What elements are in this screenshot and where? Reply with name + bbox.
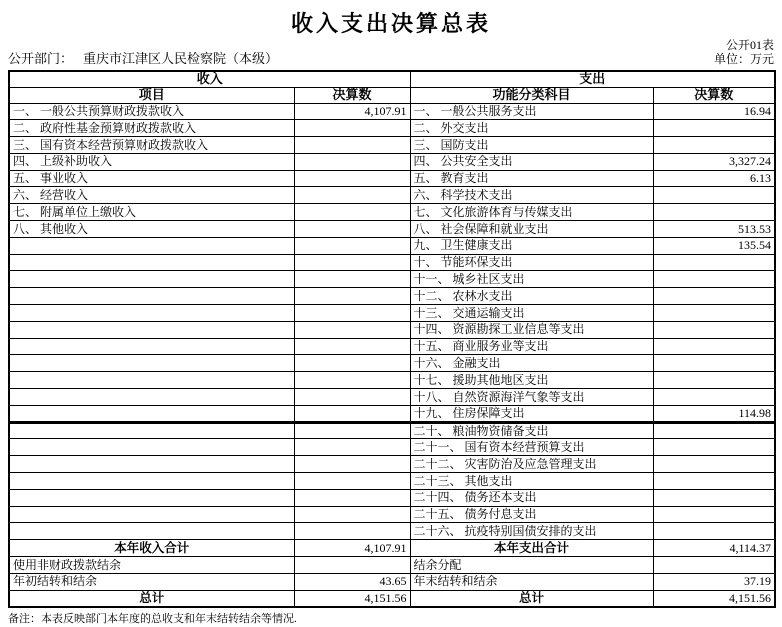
expense-item-cell: 年末结转和结余 bbox=[410, 573, 653, 590]
expense-item-cell: 结余分配 bbox=[410, 557, 653, 574]
expense-item-cell: 本年支出合计 bbox=[410, 540, 653, 557]
expense-amount-cell bbox=[653, 506, 775, 523]
income-amount-cell bbox=[294, 372, 410, 389]
income-amount-cell bbox=[294, 321, 410, 338]
income-item-cell bbox=[9, 439, 294, 456]
income-item-cell bbox=[9, 288, 294, 305]
income-item-cell bbox=[9, 305, 294, 322]
expense-amount-cell bbox=[653, 204, 775, 221]
table-row bbox=[9, 439, 775, 456]
expense-amount-cell bbox=[653, 372, 775, 389]
table-row bbox=[9, 422, 775, 439]
expense-amount-cell bbox=[653, 120, 775, 137]
expense-amount-cell: 114.98 bbox=[653, 405, 775, 422]
expense-amount-cell bbox=[653, 439, 775, 456]
income-item-cell bbox=[9, 372, 294, 389]
income-item-cell: 七、 附属单位上缴收入 bbox=[9, 204, 294, 221]
income-item-cell: 本年收入合计 bbox=[9, 540, 294, 557]
income-amount-cell bbox=[294, 221, 410, 238]
expense-item-cell: 二十三、 其他支出 bbox=[410, 473, 653, 490]
income-item-cell bbox=[9, 254, 294, 271]
table-row bbox=[9, 153, 775, 170]
expense-item-cell: 十二、 农林水支出 bbox=[410, 288, 653, 305]
expense-item-cell: 二十一、 国有资本经营预算支出 bbox=[410, 439, 653, 456]
income-amount-cell bbox=[294, 557, 410, 574]
income-item-cell: 五、 事业收入 bbox=[9, 170, 294, 187]
expense-item-cell: 一、 一般公共服务支出 bbox=[410, 103, 653, 120]
income-amount-cell bbox=[294, 389, 410, 406]
table-row bbox=[9, 305, 775, 322]
income-amount-cell bbox=[294, 439, 410, 456]
income-item-cell bbox=[9, 523, 294, 540]
income-item-cell: 八、 其他收入 bbox=[9, 221, 294, 238]
income-item-cell bbox=[9, 338, 294, 355]
expense-item-cell: 十、 节能环保支出 bbox=[410, 254, 653, 271]
income-amount-cell bbox=[294, 422, 410, 439]
expense-amount-cell bbox=[653, 523, 775, 540]
income-amount-cell bbox=[294, 523, 410, 540]
expense-item-cell: 十八、 自然资源海洋气象等支出 bbox=[410, 389, 653, 406]
income-item-cell bbox=[9, 237, 294, 254]
expense-amount-cell bbox=[653, 389, 775, 406]
expense-amount-cell bbox=[653, 321, 775, 338]
expense-item-cell: 十六、 金融支出 bbox=[410, 355, 653, 372]
expense-amount-cell: 135.54 bbox=[653, 237, 775, 254]
income-item-cell bbox=[9, 456, 294, 473]
income-amount-cell bbox=[294, 355, 410, 372]
table-row bbox=[9, 473, 775, 490]
income-item-cell bbox=[9, 271, 294, 288]
expense-amount-column-header: 决算数 bbox=[653, 87, 775, 103]
expense-item-cell: 十五、 商业服务业等支出 bbox=[410, 338, 653, 355]
table-row bbox=[9, 271, 775, 288]
expense-item-cell: 八、 社会保障和就业支出 bbox=[410, 221, 653, 238]
table-row bbox=[9, 288, 775, 305]
table-row bbox=[9, 170, 775, 187]
expense-amount-cell bbox=[653, 271, 775, 288]
expense-amount-cell bbox=[653, 422, 775, 439]
income-item-cell bbox=[9, 321, 294, 338]
table-row bbox=[9, 137, 775, 154]
expense-amount-cell bbox=[653, 288, 775, 305]
table-row bbox=[9, 321, 775, 338]
table-row bbox=[9, 456, 775, 473]
expense-amount-cell bbox=[653, 557, 775, 574]
income-amount-cell bbox=[294, 237, 410, 254]
expense-amount-cell: 4,114.37 bbox=[653, 540, 775, 557]
expense-item-cell: 九、 卫生健康支出 bbox=[410, 237, 653, 254]
expense-amount-cell: 4,151.56 bbox=[653, 590, 775, 607]
table-row bbox=[9, 540, 775, 557]
department-line bbox=[8, 51, 278, 66]
income-item-cell bbox=[9, 422, 294, 439]
income-amount-cell bbox=[294, 305, 410, 322]
income-amount-cell: 4,107.91 bbox=[294, 103, 410, 120]
table-row bbox=[9, 355, 775, 372]
income-amount-cell bbox=[294, 506, 410, 523]
expense-item-cell: 二、 外交支出 bbox=[410, 120, 653, 137]
expense-item-cell: 六、 科学技术支出 bbox=[410, 187, 653, 204]
income-item-cell bbox=[9, 506, 294, 523]
income-amount-cell bbox=[294, 271, 410, 288]
table-row bbox=[9, 590, 775, 607]
expense-item-cell: 十一、 城乡社区支出 bbox=[410, 271, 653, 288]
table-row bbox=[9, 372, 775, 389]
expense-item-cell: 七、 文化旅游体育与传媒支出 bbox=[410, 204, 653, 221]
income-section-header: 收入 bbox=[9, 71, 410, 87]
table-code-label: 公开01表 bbox=[725, 38, 774, 52]
expense-amount-cell: 513.53 bbox=[653, 221, 775, 238]
footnote: 备注：本表反映部门本年度的总收支和年末结转结余等情况. bbox=[8, 613, 297, 625]
expense-section-header: 支出 bbox=[410, 71, 775, 87]
income-amount-cell bbox=[294, 137, 410, 154]
income-amount-cell bbox=[294, 338, 410, 355]
income-item-cell: 四、 上级补助收入 bbox=[9, 153, 294, 170]
expense-item-cell: 四、 公共安全支出 bbox=[410, 153, 653, 170]
unit-label: 单位：万元 bbox=[713, 52, 774, 66]
expense-item-cell: 二十六、 抗疫特别国债安排的支出 bbox=[410, 523, 653, 540]
department-name: 重庆市江津区人民检察院（本级） bbox=[83, 51, 279, 66]
expense-amount-cell bbox=[653, 355, 775, 372]
income-item-cell: 三、 国有资本经营预算财政拨款收入 bbox=[9, 137, 294, 154]
income-amount-cell bbox=[294, 456, 410, 473]
income-amount-cell bbox=[294, 254, 410, 271]
table-row bbox=[9, 405, 775, 422]
expense-amount-cell bbox=[653, 254, 775, 271]
table-row bbox=[9, 120, 775, 137]
income-item-cell: 总计 bbox=[9, 590, 294, 607]
expense-item-cell: 十九、 住房保障支出 bbox=[410, 405, 653, 422]
expense-amount-cell: 37.19 bbox=[653, 573, 775, 590]
table-row bbox=[9, 506, 775, 523]
page-title: 收入支出决算总表 bbox=[290, 11, 491, 36]
income-item-cell bbox=[9, 405, 294, 422]
table-row bbox=[9, 557, 775, 574]
expense-amount-cell bbox=[653, 187, 775, 204]
expense-amount-cell bbox=[653, 137, 775, 154]
expense-item-cell: 三、 国防支出 bbox=[410, 137, 653, 154]
expense-amount-cell: 3,327.24 bbox=[653, 153, 775, 170]
expense-item-cell: 总计 bbox=[410, 590, 653, 607]
table-row bbox=[9, 221, 775, 238]
income-item-cell: 六、 经营收入 bbox=[9, 187, 294, 204]
table-row bbox=[9, 103, 775, 120]
expense-amount-cell bbox=[653, 473, 775, 490]
expense-item-cell: 十四、 资源勘探工业信息等支出 bbox=[410, 321, 653, 338]
income-amount-cell bbox=[294, 187, 410, 204]
table-row bbox=[9, 204, 775, 221]
expense-amount-cell bbox=[653, 338, 775, 355]
expense-item-cell: 二十二、 灾害防治及应急管理支出 bbox=[410, 456, 653, 473]
table-body bbox=[9, 103, 775, 607]
expense-amount-cell: 6.13 bbox=[653, 170, 775, 187]
expense-item-cell: 二十、 粮油物资储备支出 bbox=[410, 422, 653, 439]
table-row bbox=[9, 338, 775, 355]
expense-item-cell: 二十五、 债务付息支出 bbox=[410, 506, 653, 523]
income-amount-cell bbox=[294, 489, 410, 506]
income-amount-cell bbox=[294, 473, 410, 490]
income-amount-cell: 43.65 bbox=[294, 573, 410, 590]
income-item-cell: 一、 一般公共预算财政拨款收入 bbox=[9, 103, 294, 120]
income-amount-cell bbox=[294, 170, 410, 187]
income-amount-cell bbox=[294, 405, 410, 422]
expense-item-column-header: 功能分类科目 bbox=[410, 87, 653, 103]
income-amount-cell bbox=[294, 120, 410, 137]
income-item-cell bbox=[9, 489, 294, 506]
income-amount-cell: 4,107.91 bbox=[294, 540, 410, 557]
expense-item-cell: 十三、 交通运输支出 bbox=[410, 305, 653, 322]
expense-amount-cell: 16.94 bbox=[653, 103, 775, 120]
income-amount-cell bbox=[294, 153, 410, 170]
table-row bbox=[9, 389, 775, 406]
expense-item-cell: 十七、 援助其他地区支出 bbox=[410, 372, 653, 389]
table-row bbox=[9, 489, 775, 506]
expense-amount-cell bbox=[653, 489, 775, 506]
income-amount-cell bbox=[294, 288, 410, 305]
table-row bbox=[9, 573, 775, 590]
income-item-cell: 二、 政府性基金预算财政拨款收入 bbox=[9, 120, 294, 137]
income-item-cell bbox=[9, 389, 294, 406]
summary-table bbox=[8, 70, 776, 608]
table-row bbox=[9, 254, 775, 271]
income-amount-column-header: 决算数 bbox=[294, 87, 410, 103]
expense-amount-cell bbox=[653, 456, 775, 473]
table-row bbox=[9, 237, 775, 254]
income-item-cell bbox=[9, 473, 294, 490]
department-label: 公开部门： bbox=[8, 51, 74, 66]
table-row bbox=[9, 187, 775, 204]
income-item-cell bbox=[9, 355, 294, 372]
income-amount-cell: 4,151.56 bbox=[294, 590, 410, 607]
income-amount-cell bbox=[294, 204, 410, 221]
income-item-cell: 年初结转和结余 bbox=[9, 573, 294, 590]
income-item-column-header: 项目 bbox=[9, 87, 294, 103]
expense-item-cell: 二十四、 债务还本支出 bbox=[410, 489, 653, 506]
expense-item-cell: 五、 教育支出 bbox=[410, 170, 653, 187]
table-row bbox=[9, 523, 775, 540]
expense-amount-cell bbox=[653, 305, 775, 322]
income-item-cell: 使用非财政拨款结余 bbox=[9, 557, 294, 574]
